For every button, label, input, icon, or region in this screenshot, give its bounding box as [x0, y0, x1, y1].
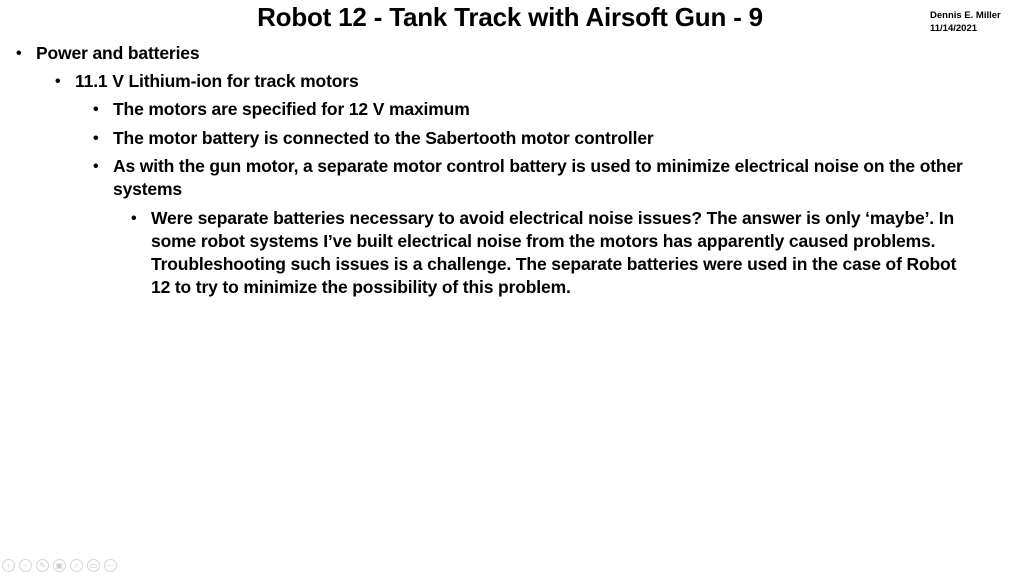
bullet-text: Were separate batteries necessary to avoid electrical noise issues? The answer is only ‘maybe’. In some robot systems I’ve built electrical noise from the motors has apparently caused problems. Troubleshooting such issues is a challenge. The separate batteries were used in the case of Robot 12 to try to minimize the possibility of this problem.	[151, 208, 957, 297]
zoom-icon[interactable]: ⌕	[70, 559, 83, 572]
bullet-dot-icon: •	[93, 101, 99, 118]
author-name: Dennis E. Miller	[930, 10, 1001, 21]
bullet-dot-icon: •	[93, 158, 99, 175]
subtitle-icon[interactable]: ▭	[87, 559, 100, 572]
next-icon[interactable]: ›	[19, 559, 32, 572]
bullet-text: As with the gun motor, a separate motor control battery is used to minimize electrical noise on the other systems	[113, 156, 963, 199]
bullet-text: 11.1 V Lithium-ion for track motors	[75, 71, 359, 91]
bullet-dot-icon: •	[55, 73, 61, 90]
author-block	[930, 10, 1001, 35]
bullet-level3	[93, 98, 973, 121]
bullet-dot-icon: •	[16, 45, 22, 62]
bullet-text: The motor battery is connected to the Sabertooth motor controller	[113, 128, 654, 148]
author-date: 11/14/2021	[930, 22, 978, 34]
previous-icon[interactable]: ‹	[2, 559, 15, 572]
bullet-level2	[55, 70, 935, 93]
slide-title: Robot 12 - Tank Track with Airsoft Gun - 9	[257, 2, 763, 32]
bullet-dot-icon: •	[93, 130, 99, 147]
slideshow-controls	[2, 559, 117, 573]
bullet-level3	[93, 127, 973, 150]
bullet-level1	[16, 42, 936, 65]
bullet-text: The motors are specified for 12 V maximum	[113, 99, 470, 119]
bullet-level4	[131, 207, 971, 299]
bullet-dot-icon: •	[131, 210, 137, 227]
bullet-text: Power and batteries	[36, 43, 200, 63]
slides-icon[interactable]: ▣	[53, 559, 66, 572]
pen-icon[interactable]: ✎	[36, 559, 49, 572]
bullet-level3	[93, 155, 973, 201]
more-icon[interactable]: ⋯	[104, 559, 117, 572]
